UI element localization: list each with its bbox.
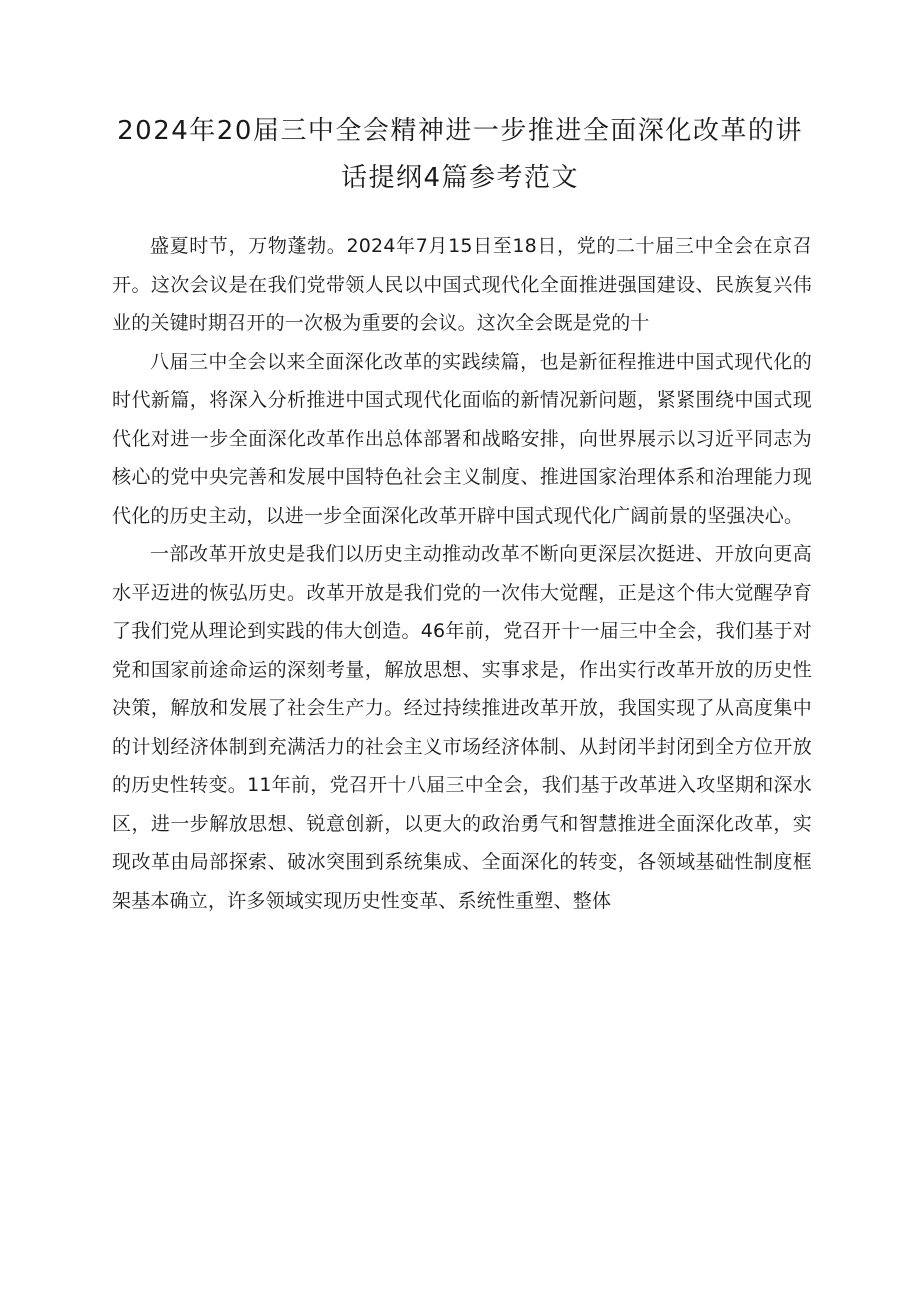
document-body xyxy=(112,227,812,920)
document-title: 2024年20届三中全会精神进一步推进全面深化改革的讲话提纲4篇参考范文 xyxy=(117,116,803,193)
paragraph-1: 盛夏时节，万物蓬勃。2024年7月15日至18日，党的二十届三中全会在京召开。这次会议是在我们党带领人民以中国式现代化全面推进强国建设、民族复兴伟业的关键时期召开的一次极为重要的会议。这次全会既是党的十 xyxy=(112,235,812,334)
paragraph-3: 一部改革开放史是我们以历史主动推动改革不断向更深层次挺进、开放向更高水平迈进的恢弘历史。改革开放是我们党的一次伟大觉醒，正是这个伟大觉醒孕育了我们党从理论到实践的伟大创造。46年前，党召开十一届三中全会，我们基于对党和国家前途命运的深刻考量，解放思想、实事求是，作出实行改革开放的历史性决策，解放和发展了社会生产力。经过持续推进改革开放，我国实现了从高度集中的计划经济体制到充满活力的社会主义市场经济体制、从封闭半封闭到全方位开放的历史性转变。11年前，党召开十八届三中全会，我们基于改革进入攻坚期和深水区，进一步解放思想、锐意创新，以更大的政治勇气和智慧推进全面深化改革，实现改革由局部探索、破冰突围到系统集成、全面深化的转变，各领域基础性制度框架基本确立，许多领域实现历史性变革、系统性重塑、整体 xyxy=(112,543,812,912)
paragraph-2: 八届三中全会以来全面深化改革的实践续篇，也是新征程推进中国式现代化的时代新篇，将深入分析推进中国式现代化面临的新情况新问题，紧紧围绕中国式现代化对进一步全面深化改革作出总体部署和战略安排，向世界展示以习近平同志为核心的党中央完善和发展中国特色社会主义制度、推进国家治理体系和治理能力现代化的历史主动，以进一步全面深化改革开辟中国式现代化广阔前景的坚强决心。 xyxy=(112,350,812,527)
